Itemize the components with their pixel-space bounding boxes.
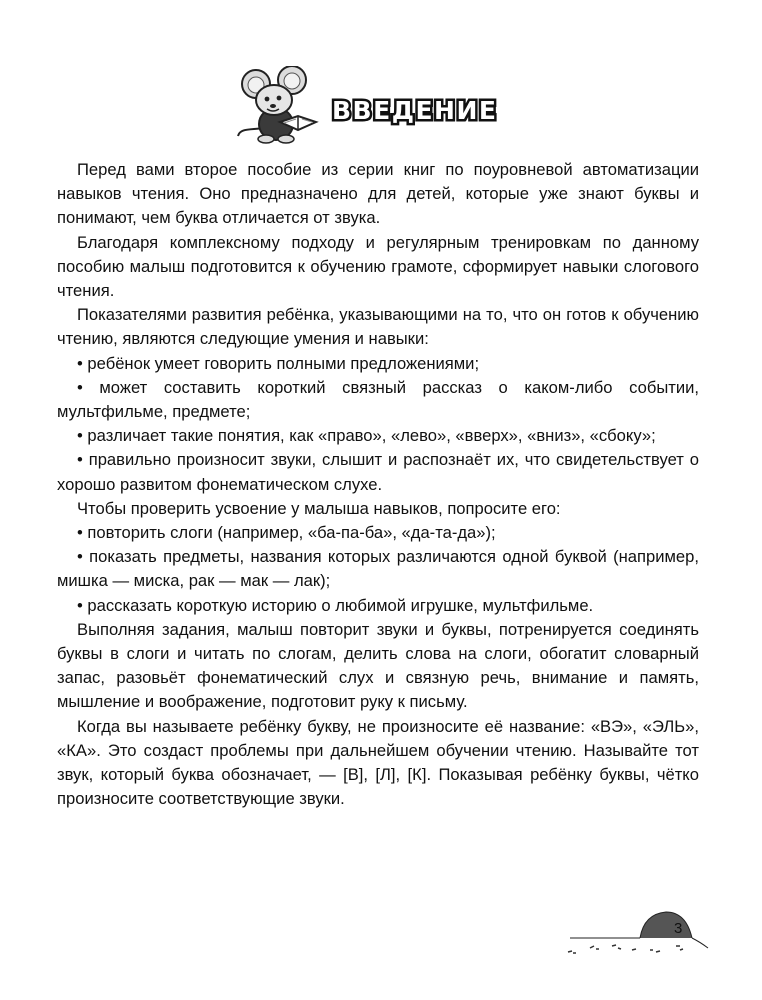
list-item: • может составить короткий связный рассказ о каком-либо событии, мультфильме, предмете; (57, 377, 699, 422)
paragraph: Выполняя задания, малыш повторит звуки и буквы, потренируется соединять буквы в слоги и читать по слогам, делить слова на слоги, обогатит словарный запас, разовьёт фонематический слух и связную речь, внимание и память, мышление и воображение, подготовит руку к письму. (57, 619, 699, 712)
paragraph: Чтобы проверить усвоение у малыша навыков, попросите его: (77, 498, 561, 518)
paragraph: Благодаря комплексному подходу и регулярным тренировкам по данному пособию малыш подготовится к обучению грамоте, сформирует навыки слогового чтения. (57, 232, 699, 301)
section-header (236, 66, 536, 156)
list-item: • ребёнок умеет говорить полными предложениями; (77, 353, 480, 373)
mouse-reading-book-icon (236, 66, 322, 146)
list-item: • показать предметы, названия которых различаются одной буквой (например, мишка — миска, рак — мак — лак); (57, 547, 699, 591)
list-item: • повторить слоги (например, «ба-па-ба», «да-та-да»); (77, 523, 496, 543)
page-title: ВВЕДЕНИЕ (332, 96, 498, 125)
list-item: • различает такие понятия, как «право», «лево», «вверх», «вниз», «сбоку»; (77, 426, 656, 446)
page-footer (560, 908, 710, 968)
mouse-hole-icon (560, 908, 710, 968)
list-item: • правильно произносит звуки, слышит и распознаёт их, что свидетельствует о хорошо развитом фонематическом слухе. (57, 450, 699, 494)
page-number: 3 (674, 920, 683, 937)
list-item: • рассказать короткую историю о любимой игрушке, мультфильме. (77, 595, 594, 615)
body-text (57, 158, 699, 811)
paragraph: Показателями развития ребёнка, указывающими на то, что он готов к обучению чтению, являются следующие умения и навыки: (57, 305, 699, 349)
paragraph: Когда вы называете ребёнку букву, не произносите её название: «ВЭ», «ЭЛЬ», «КА». Это создаст проблемы при дальнейшем обучении чтению. Называйте тот звук, который буква обозначает, — [В], [Л], [К]. Показывая ребёнку буквы, чётко произносите соответствующие звуки. (57, 716, 699, 809)
paragraph: Перед вами второе пособие из серии книг по поуровневой автоматизации навыков чтения. Оно предназначено для детей, которые уже знают буквы и понимают, чем буква отличается от звука. (57, 160, 699, 228)
